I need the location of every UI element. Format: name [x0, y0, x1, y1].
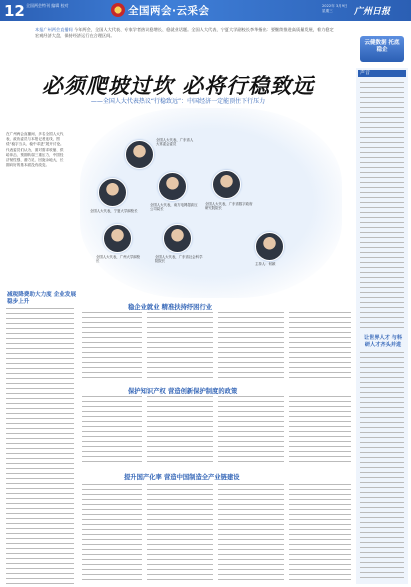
intro-text: 今年两会，全国人大代表、专家学者热议稳增长、稳就业话题。全国人大代表、宁夏大学副校长李华指出：要继续推进高质量发展，着力稳定宏观经济大盘，保持经济运行在合理区间。 [35, 27, 334, 39]
sidebar-header-label: 声音 [360, 70, 371, 76]
guest-photo [163, 224, 192, 253]
section-heading-1: 稳企业就业 精准扶持纾困行业 [128, 304, 213, 311]
body-text-column [218, 312, 284, 382]
body-text-column [147, 484, 213, 584]
newspaper-logo: 广州日报 [354, 7, 391, 17]
left-subheading: 减税降费助大力度 企业发展稳步上升 [7, 292, 77, 305]
body-text-column [218, 484, 284, 584]
left-intro-text: 在广州两会直播间，多名全国人大代表、政协委员与本报记者连线，围绕“稳字当头、稳中求进”展开讨论。代表委员们认为，面对需求收缩、供给冲击、预期转弱三重压力，中国经济韧性强、潜力足、回旋余地大，长期向好的基本面没有改变。 [6, 132, 64, 168]
sidebar-text [360, 352, 404, 582]
section-heading-2: 保护知识产权 营造创新保护制度的政策 [128, 388, 238, 395]
guest-caption: 全国人大代表，广东省社会科学院院长 [155, 255, 203, 264]
body-text-column [6, 308, 74, 584]
header-meta: 全国两会特刊 编辑 校对 [26, 3, 69, 8]
guest-caption: 全国人大代表，宁夏大学副校长 [90, 209, 138, 213]
body-text-column [289, 396, 351, 466]
guest-photo [125, 140, 154, 169]
page-subheadline: ——全国人大代表热议“行稳致远”：中国经济一定能顶住下行压力 [90, 98, 266, 105]
guest-caption: 全国人大代表，广东省数字政府研究院院长 [205, 202, 253, 211]
body-text-column [82, 396, 142, 466]
body-text-column [289, 484, 351, 584]
section-heading-3: 提升国产化率 营造中国制造全产业链建设 [124, 474, 240, 481]
intro-paragraph [35, 27, 335, 39]
guest-photo [212, 170, 241, 199]
body-text-column [82, 312, 142, 382]
national-emblem-icon [111, 3, 125, 17]
sidebar-subheading: 让世界人才 与科研人才齐头并进 [363, 335, 403, 348]
guest-photo [98, 178, 127, 207]
body-text-column [147, 396, 213, 466]
body-text-column [218, 396, 284, 466]
sidebar-text [360, 82, 404, 328]
body-text-column [147, 312, 213, 382]
guest-caption: 全国人大代表、广东省人大常委会委员 [156, 138, 194, 147]
guest-photo [103, 224, 132, 253]
guest-photo [158, 172, 187, 201]
intro-highlight: 本报广州两会直播间 [35, 27, 73, 32]
guest-caption: 全国人大代表，广州大学副校长 [96, 255, 141, 264]
body-text-column [289, 312, 351, 382]
issue-date: 2022年 3月9日 星期三 [322, 4, 348, 13]
side-tag-text: 云健数据 托底稳企 [364, 40, 400, 53]
body-text-column [82, 484, 142, 584]
host-caption: 主持人：何颖 [255, 262, 276, 266]
guest-caption: 全国人大代表，南方电网超高压公司局长 [150, 203, 198, 212]
page-headline: 必须爬坡过坎 必将行稳致远 [41, 74, 315, 98]
host-photo [255, 232, 284, 261]
section-title: 全国两会·云采会 [128, 5, 210, 17]
page-number: 12 [4, 2, 25, 20]
